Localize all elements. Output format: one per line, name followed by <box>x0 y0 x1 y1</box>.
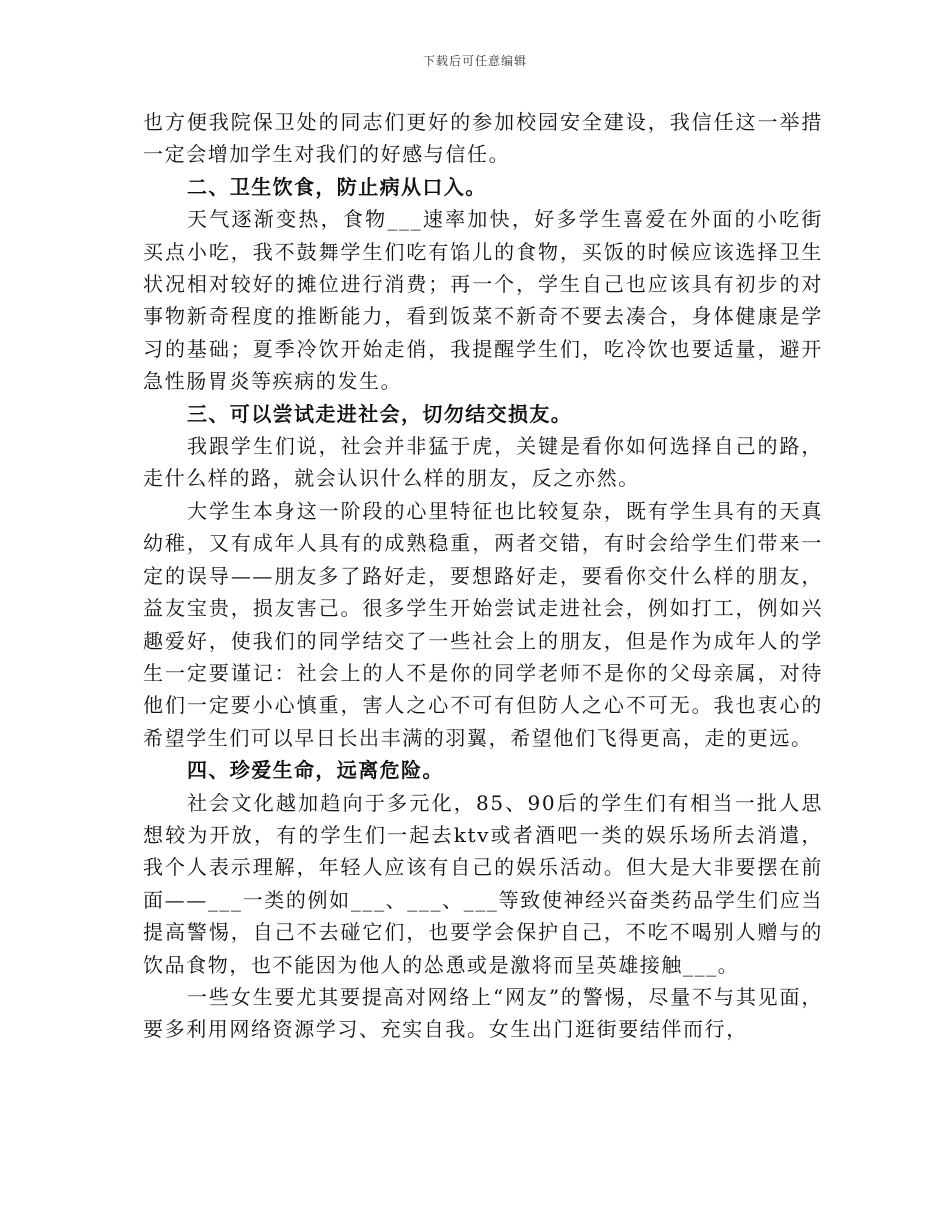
document-body <box>143 106 823 1046</box>
paragraph-continuation: 也方便我院保卫处的同志们更好的参加校园安全建设，我信任这一举措一定会增加学生对我们的好感与信任。 <box>143 110 823 167</box>
section-heading-society: 三、可以尝试走进社会，切勿结交损友。 <box>187 401 573 426</box>
paragraph-safety-2: 一些女生要尤其要提高对网络上“网友”的警惕，尽量不与其见面，要多利用网络资源学习、充实自我。女生出门逛街要结伴而行， <box>143 984 823 1042</box>
paragraph-society-2: 大学生本身这一阶段的心里特征也比较复杂，既有学生具有的天真幼稚，又有成年人具有的成熟稳重，两者交错，有时会给学生们带来一定的误导——朋友多了路好走，要想路好走，要看你交什么样的朋友，益友宝贵，损友害己。很多学生开始尝试走进社会，例如打工，例如兴趣爱好，使我们的同学结交了一些社会上的朋友，但是作为成年人的学生一定要谨记：社会上的人不是你的同学老师不是你的父母亲属，对待他们一定要小心慎重，害人之心不可有但防人之心不可无。我也衷心的希望学生们可以早日长出丰满的羽翼，希望他们飞得更高，走的更远。 <box>143 498 823 750</box>
paragraph-safety-1: 社会文化越加趋向于多元化，85、90后的学生们有相当一批人思想较为开放，有的学生们一起去ktv或者酒吧一类的娱乐场所去消遣，我个人表示理解，年轻人应该有自己的娱乐活动。但大是大非要摆在前面——___一类的例如___、___、___等致使神经兴奋类药品学生们应当提高警惕，自己不去碰它们，也要学会保护自己，不吃不喝别人赠与的饮品食物，也不能因为他人的怂恿或是激将而呈英雄接触___。 <box>143 790 823 977</box>
section-heading-hygiene: 二、卫生饮食，防止病从口入。 <box>187 174 487 199</box>
page-header: 下载后可任意编辑 <box>422 54 527 68</box>
section-heading-safety: 四、珍爱生命，远离危险。 <box>187 758 444 783</box>
paragraph-hygiene: 天气逐渐变热，食物___速率加快，好多学生喜爱在外面的小吃街买点小吃，我不鼓舞学生们吃有馅儿的食物，买饭的时候应该选择卫生状况相对较好的摊位进行消费；再一个，学生自己也应该具有初步的对事物新奇程度的推断能力，看到饭菜不新奇不要去凑合，身体健康是学习的基础；夏季冷饮开始走俏，我提醒学生们，吃冷饮也要适量，避开急性肠胃炎等疾病的发生。 <box>143 207 823 394</box>
paragraph-society-1: 我跟学生们说，社会并非猛于虎，关键是看你如何选择自己的路，走什么样的路，就会认识什么样的朋友，反之亦然。 <box>143 434 823 491</box>
